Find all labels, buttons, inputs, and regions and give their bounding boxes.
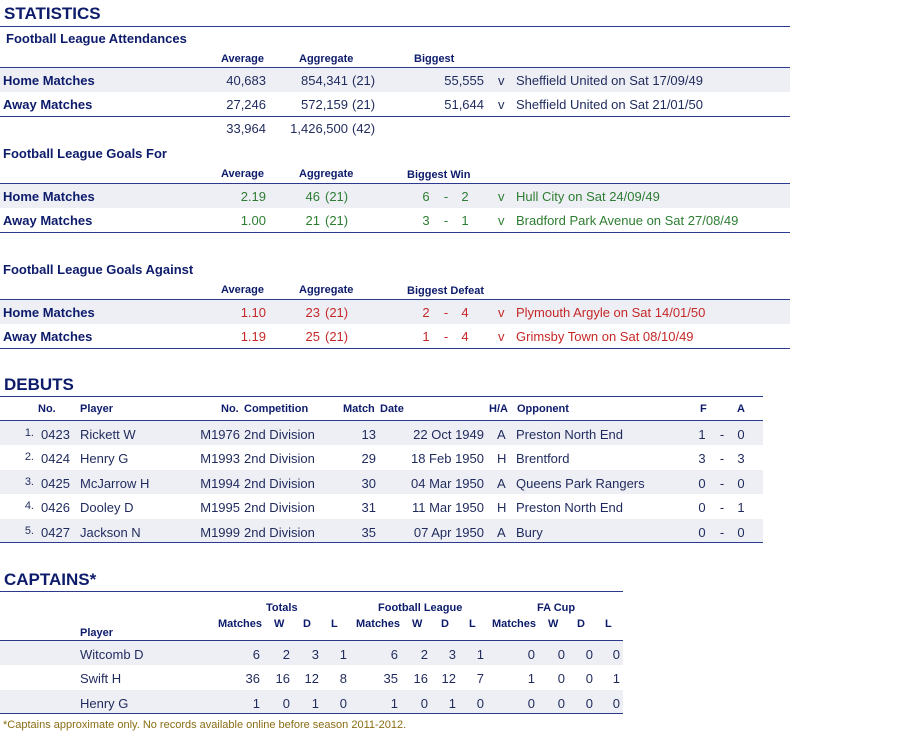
debut-date: 11 Mar 1950 xyxy=(411,500,484,516)
home-biggest: 55,555 xyxy=(444,73,484,88)
captain-totals-value: 12 xyxy=(304,671,319,687)
captain-cup-value: 0 xyxy=(612,695,620,711)
score-dash: - xyxy=(443,305,449,320)
debut-no: 0426 xyxy=(41,500,70,516)
versus: v xyxy=(498,189,505,204)
debut-idx: 3. xyxy=(24,475,34,488)
captain-totals-value: 0 xyxy=(282,695,290,711)
captain-cup-value: 1 xyxy=(527,671,535,687)
debut-match: 13 xyxy=(361,427,376,442)
captain-player: Henry G xyxy=(80,695,129,711)
home-average: 40,683 xyxy=(226,73,266,88)
subheader-w: W xyxy=(274,618,285,630)
away-defeat-detail: Grimsby Town on Sat 08/10/49 xyxy=(516,329,694,344)
captain-league-value: 0 xyxy=(476,695,484,711)
col-biggest: Biggest xyxy=(414,53,455,65)
versus: v xyxy=(498,305,505,320)
home-score-against: 4 xyxy=(461,305,469,320)
debut-competition: 2nd Division xyxy=(244,500,315,516)
away-win-detail: Bradford Park Avenue on Sat 27/08/49 xyxy=(516,213,739,228)
captain-totals-value: 8 xyxy=(339,671,347,687)
captain-cup-value: 0 xyxy=(585,671,593,687)
captains-title: CAPTAINS* xyxy=(4,570,97,589)
captain-totals-value: 3 xyxy=(311,647,319,662)
subheader-matches: Matches xyxy=(218,618,263,630)
away-score-against: 4 xyxy=(461,329,469,344)
subheader-matches: Matches xyxy=(356,618,401,630)
debut-match: 35 xyxy=(361,524,376,540)
debut-competition: 2nd Division xyxy=(244,524,315,540)
divider xyxy=(0,116,790,117)
away-average: 1.00 xyxy=(240,213,266,228)
debut-ha: A xyxy=(497,524,506,540)
debut-date: 04 Mar 1950 xyxy=(411,475,484,491)
debut-dash: - xyxy=(719,427,725,442)
captain-cup-value: 1 xyxy=(612,671,620,687)
group-league: Football League xyxy=(378,602,463,614)
divider xyxy=(0,542,763,543)
home-average: 2.19 xyxy=(240,189,266,204)
subheader-l: L xyxy=(331,618,338,630)
col-player: Player xyxy=(80,627,114,639)
away-label: Away Matches xyxy=(3,329,93,344)
score-dash: - xyxy=(443,329,449,344)
debut-player: McJarrow H xyxy=(80,475,150,491)
debut-f: 1 xyxy=(698,427,706,442)
col-date: Date xyxy=(380,403,404,415)
col-match-no: No. xyxy=(221,403,239,415)
captain-cup-value: 0 xyxy=(585,695,593,711)
subheader-d: D xyxy=(303,618,311,630)
col-player: Player xyxy=(80,403,114,415)
versus: v xyxy=(498,329,505,344)
away-aggregate: 21 xyxy=(305,213,320,228)
debut-match-no: M1993 xyxy=(200,451,240,467)
debut-player: Rickett W xyxy=(80,427,136,442)
col-f: F xyxy=(700,403,707,415)
col-aggregate: Aggregate xyxy=(299,53,354,65)
debut-competition: 2nd Division xyxy=(244,427,315,442)
home-aggregate-count: (21) xyxy=(325,189,349,204)
home-aggregate-count: (21) xyxy=(325,305,349,320)
debut-a: 0 xyxy=(737,475,745,491)
debut-no: 0425 xyxy=(41,475,70,491)
group-totals: Totals xyxy=(266,602,298,614)
debut-no: 0424 xyxy=(41,451,70,467)
home-label: Home Matches xyxy=(3,73,95,88)
debut-a: 1 xyxy=(737,500,745,516)
divider xyxy=(0,591,623,592)
debut-opponent: Preston North End xyxy=(516,500,623,516)
subheader-l: L xyxy=(605,618,612,630)
debut-f: 3 xyxy=(698,451,706,467)
captain-league-value: 3 xyxy=(448,647,456,662)
divider xyxy=(0,396,763,397)
debuts-title: DEBUTS xyxy=(4,375,74,394)
captain-league-value: 12 xyxy=(441,671,456,687)
subheader-w: W xyxy=(412,618,423,630)
versus: v xyxy=(498,97,505,112)
debut-player: Jackson N xyxy=(80,524,141,540)
col-average: Average xyxy=(221,284,265,296)
captain-player: Witcomb D xyxy=(80,647,144,662)
debut-opponent: Preston North End xyxy=(516,427,623,442)
col-opponent: Opponent xyxy=(517,403,569,415)
home-aggregate: 46 xyxy=(305,189,320,204)
away-biggest-detail: Sheffield United on Sat 21/01/50 xyxy=(516,97,703,112)
away-biggest: 51,644 xyxy=(444,97,484,112)
col-match: Match xyxy=(343,403,375,415)
away-aggregate-count: (21) xyxy=(325,213,349,228)
versus: v xyxy=(498,73,505,88)
away-score-against: 1 xyxy=(461,213,469,228)
debut-opponent: Queens Park Rangers xyxy=(516,475,645,491)
captain-totals-value: 1 xyxy=(311,695,319,711)
col-biggest-defeat: Biggest Defeat xyxy=(407,285,485,297)
captain-totals-value: 0 xyxy=(339,695,347,711)
debut-competition: 2nd Division xyxy=(244,475,315,491)
debut-date: 22 Oct 1949 xyxy=(413,427,484,442)
captain-league-value: 2 xyxy=(420,647,428,662)
divider xyxy=(0,232,790,233)
captain-league-value: 0 xyxy=(420,695,428,711)
goals-for-title: Football League Goals For xyxy=(3,146,167,161)
goals-against-title: Football League Goals Against xyxy=(3,262,194,277)
col-aggregate: Aggregate xyxy=(299,284,354,296)
debut-idx: 2. xyxy=(24,451,34,464)
away-aggregate-count: (21) xyxy=(325,329,349,344)
captain-league-value: 6 xyxy=(390,647,398,662)
away-label: Away Matches xyxy=(3,97,93,112)
captain-player: Swift H xyxy=(80,671,122,687)
home-score-for: 6 xyxy=(422,189,430,204)
away-aggregate: 25 xyxy=(305,329,320,344)
debut-date: 07 Apr 1950 xyxy=(413,524,484,540)
attendances-title: Football League Attendances xyxy=(6,31,187,46)
debut-player: Dooley D xyxy=(80,500,134,516)
debut-match: 31 xyxy=(361,500,376,516)
col-average: Average xyxy=(221,168,265,180)
col-a: A xyxy=(737,403,745,415)
captain-cup-value: 0 xyxy=(612,647,620,662)
score-dash: - xyxy=(443,189,449,204)
debut-dash: - xyxy=(719,475,725,491)
subheader-d: D xyxy=(577,618,585,630)
home-win-detail: Hull City on Sat 24/09/49 xyxy=(516,189,660,204)
captain-league-value: 1 xyxy=(476,647,484,662)
debut-ha: A xyxy=(497,475,506,491)
debut-no: 0427 xyxy=(41,524,70,540)
debut-ha: H xyxy=(497,451,507,467)
debut-date: 18 Feb 1950 xyxy=(410,451,484,467)
away-aggregate-count: (21) xyxy=(352,97,376,112)
captain-league-value: 35 xyxy=(383,671,398,687)
debut-competition: 2nd Division xyxy=(244,451,315,467)
debut-no: 0423 xyxy=(41,427,70,442)
debut-idx: 1. xyxy=(24,427,34,439)
row-band xyxy=(0,184,790,208)
captain-league-value: 1 xyxy=(448,695,456,711)
captain-totals-value: 6 xyxy=(252,647,260,662)
away-score-for: 1 xyxy=(422,329,430,344)
col-no: No. xyxy=(38,403,56,415)
col-biggest-win: Biggest Win xyxy=(407,169,471,181)
home-aggregate: 23 xyxy=(305,305,320,320)
home-aggregate: 854,341 xyxy=(301,73,348,88)
away-average: 27,246 xyxy=(226,97,266,112)
debut-player: Henry G xyxy=(80,451,129,467)
away-average: 1.19 xyxy=(240,329,266,344)
total-average: 33,964 xyxy=(226,121,266,136)
subheader-w: W xyxy=(548,618,559,630)
subheader-d: D xyxy=(441,618,449,630)
total-aggregate-count: (42) xyxy=(352,121,376,136)
col-competition: Competition xyxy=(244,403,309,415)
statistics-title: STATISTICS xyxy=(4,4,101,23)
total-aggregate: 1,426,500 xyxy=(290,121,348,136)
col-aggregate: Aggregate xyxy=(299,168,354,180)
debut-f: 0 xyxy=(698,475,706,491)
captain-league-value: 16 xyxy=(413,671,428,687)
debut-match-no: M1994 xyxy=(200,475,240,491)
captain-cup-value: 0 xyxy=(557,647,565,662)
debut-match-no: M1995 xyxy=(200,500,240,516)
home-average: 1.10 xyxy=(240,305,266,320)
captain-totals-value: 1 xyxy=(339,647,347,662)
score-dash: - xyxy=(443,213,449,228)
debut-f: 0 xyxy=(698,524,706,540)
debut-a: 0 xyxy=(737,524,745,540)
captain-cup-value: 0 xyxy=(557,695,565,711)
debut-opponent: Bury xyxy=(516,524,543,540)
away-aggregate: 572,159 xyxy=(301,97,348,112)
away-label: Away Matches xyxy=(3,213,93,228)
debut-idx: 4. xyxy=(24,500,34,513)
versus: v xyxy=(498,213,505,228)
divider xyxy=(0,26,790,27)
debut-opponent: Brentford xyxy=(516,451,570,467)
col-average: Average xyxy=(221,53,265,65)
debut-dash: - xyxy=(719,500,725,516)
captain-cup-value: 0 xyxy=(557,671,565,687)
captain-cup-value: 0 xyxy=(527,647,535,662)
group-cup: FA Cup xyxy=(537,602,576,614)
debut-a: 3 xyxy=(737,451,745,467)
divider xyxy=(0,348,790,349)
home-label: Home Matches xyxy=(3,305,95,320)
debut-match: 29 xyxy=(361,451,376,467)
debut-dash: - xyxy=(719,524,725,540)
captain-cup-value: 0 xyxy=(527,695,535,711)
debut-match-no: M1976 xyxy=(200,427,240,442)
captain-totals-value: 1 xyxy=(252,695,260,711)
col-ha: H/A xyxy=(489,403,508,415)
debut-dash: - xyxy=(719,451,725,467)
debut-match: 30 xyxy=(361,475,376,491)
debut-ha: A xyxy=(497,427,506,442)
home-defeat-detail: Plymouth Argyle on Sat 14/01/50 xyxy=(516,305,706,320)
home-biggest-detail: Sheffield United on Sat 17/09/49 xyxy=(516,73,703,88)
debut-idx: 5. xyxy=(24,524,34,537)
home-label: Home Matches xyxy=(3,189,95,204)
captain-totals-value: 2 xyxy=(282,647,290,662)
away-score-for: 3 xyxy=(422,213,430,228)
debut-ha: H xyxy=(497,500,507,516)
divider xyxy=(0,713,623,714)
captain-totals-value: 16 xyxy=(275,671,290,687)
subheader-matches: Matches xyxy=(492,618,537,630)
home-aggregate-count: (21) xyxy=(352,73,376,88)
debut-f: 0 xyxy=(698,500,706,516)
subheader-l: L xyxy=(469,618,476,630)
captain-league-value: 7 xyxy=(476,671,484,687)
home-score-for: 2 xyxy=(422,305,430,320)
captains-footnote: *Captains approximate only. No records available online before season 2011-2012. xyxy=(3,719,407,731)
captain-league-value: 1 xyxy=(390,695,398,711)
debut-match-no: M1999 xyxy=(200,524,240,540)
home-score-against: 2 xyxy=(461,189,469,204)
captain-cup-value: 0 xyxy=(585,647,593,662)
captain-totals-value: 36 xyxy=(245,671,260,687)
debut-a: 0 xyxy=(737,427,745,442)
